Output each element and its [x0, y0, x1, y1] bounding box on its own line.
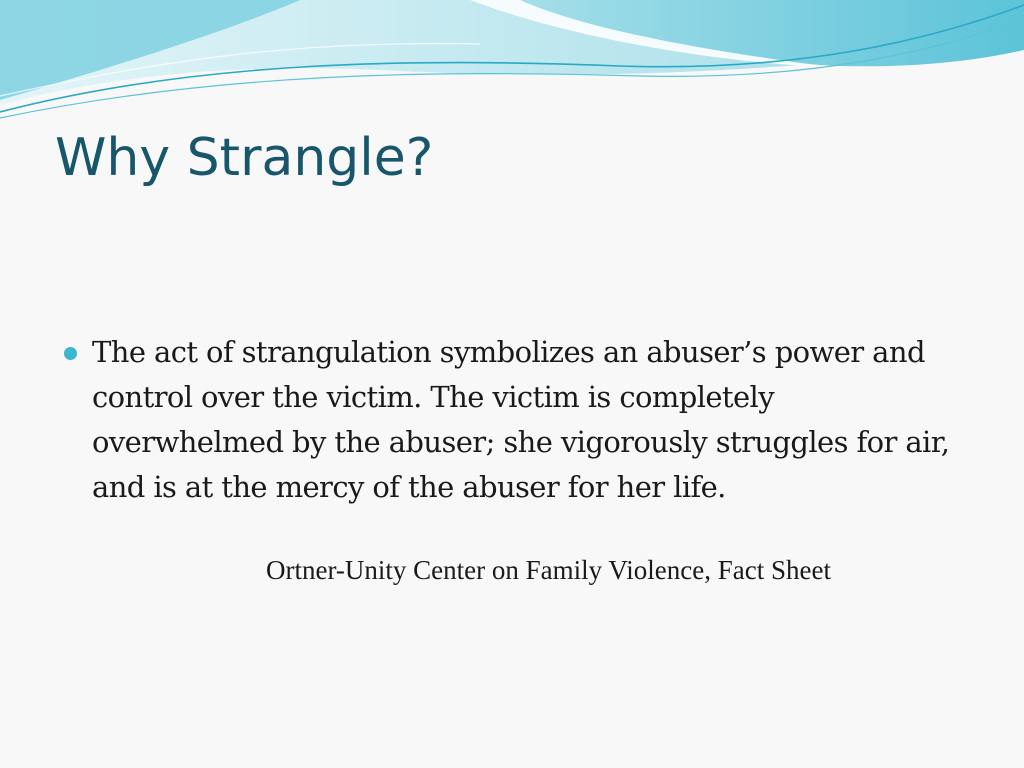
- bullet-text: The act of strangulation symbolizes an abuser’s power and control over the victim. The victim is completely overwhelmed by the abuser; she vigorously struggles for air, and is at the mercy of the abuser for her life.: [92, 335, 950, 504]
- source-citation: Ortner-Unity Center on Family Violence, Fact Sheet: [266, 555, 831, 585]
- header-wave-decoration: [0, 0, 1024, 130]
- bullet-dot-icon: [64, 347, 77, 360]
- slide-title: Why Strangle?: [55, 128, 434, 188]
